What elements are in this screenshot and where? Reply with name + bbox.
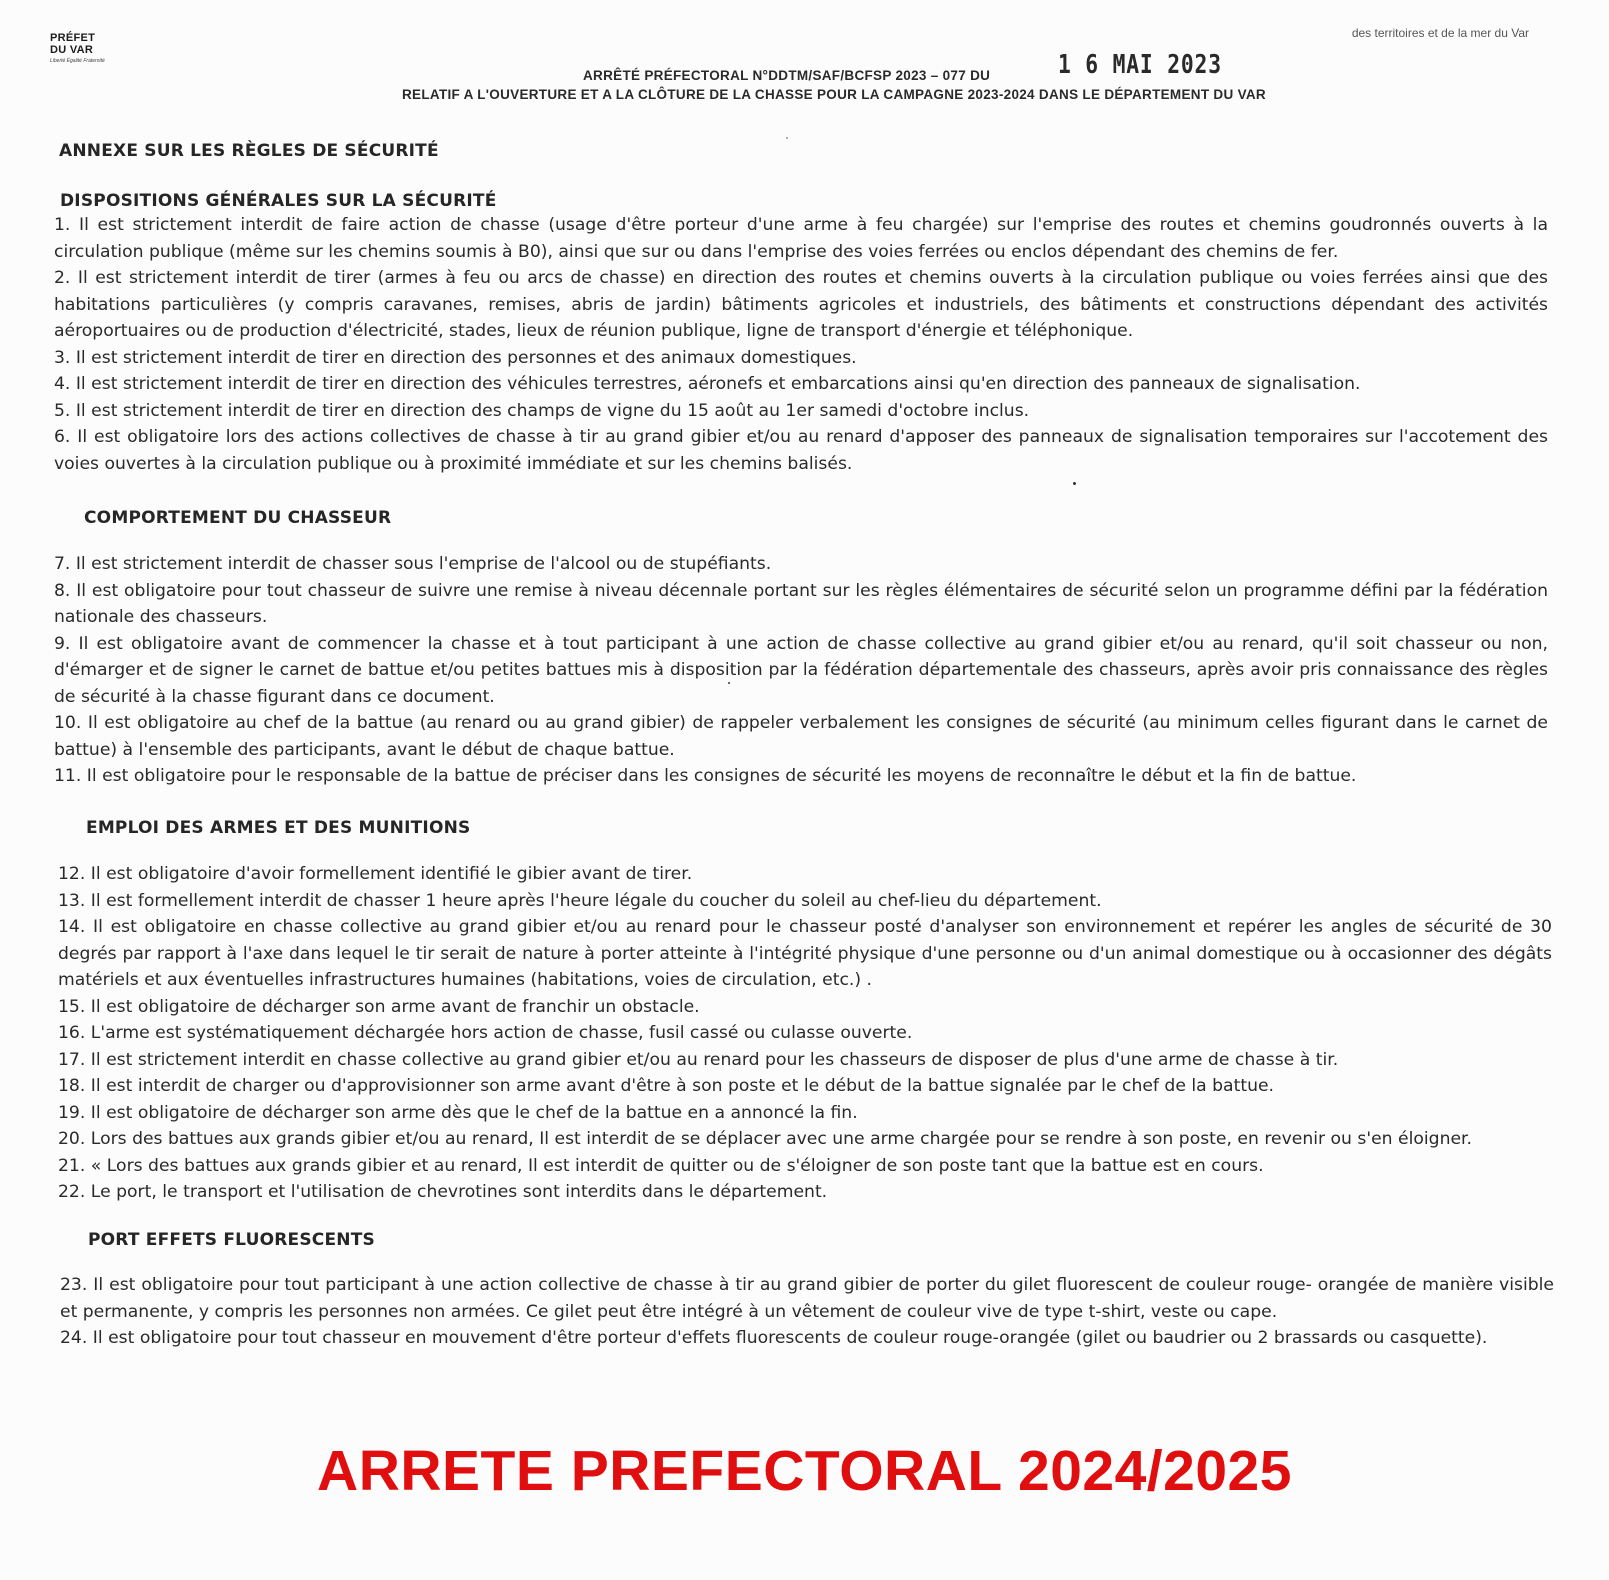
header-cropped-fragment: des territoires et de la mer du Var xyxy=(1351,26,1529,38)
list-item: 21. « Lors des battues aux grands gibier et au renard, Il est interdit de quitter ou de s'éloigner de son poste tant que la battue est en cours. xyxy=(58,1155,1264,1176)
list-item: 3. Il est strictement interdit de tirer en direction des personnes et des animaux domestiques. xyxy=(54,347,857,368)
logo-line-2: DU VAR xyxy=(50,44,94,56)
logo-line-1: PRÉFET xyxy=(50,32,96,44)
red-banner-title: ARRETE PREFECTORAL 2024/2025 xyxy=(317,1439,1292,1503)
list-item: 23. Il est obligatoire pour tout participant à une action collective de chasse à tir au grand gibier de porter du gilet fluorescent de couleur rouge- orangée de manière visible et permanente, y compris les personnes non armées. Ce gilet peut être intégré à un vêtement de couleur vive de type t-shirt, veste ou cape. xyxy=(60,1275,1554,1322)
list-item: 18. Il est interdit de charger ou d'approvisionner son arme avant d'être à son poste et le début de la battue signalée par le chef de la battue. xyxy=(58,1076,1274,1096)
list-item: 20. Lors des battues aux grands gibier et/ou au renard, Il est interdit de se déplacer avec une arme chargée pour se rendre à son poste, en revenir ou s'en éloigner. xyxy=(58,1129,1472,1149)
list-item: 19. Il est obligatoire de décharger son arme dès que le chef de la battue en a annoncé la fin. xyxy=(58,1102,858,1123)
list-item: 17. Il est strictement interdit en chasse collective au grand gibier et/ou au renard pour les chasseurs de disposer de plus d'une arme de chasse à tir. xyxy=(58,1049,1339,1070)
decree-reference: ARRÊTÉ PRÉFECTORAL N°DDTM/SAF/BCFSP 2023 – 077 DU xyxy=(583,68,991,83)
decree-subtitle: RELATIF A L'OUVERTURE ET A LA CLÔTURE DE LA CHASSE POUR LA CAMPAGNE 2023-2024 DANS LE DÉPARTEMENT DU VAR xyxy=(402,87,1266,102)
section-title-fluorescent: PORT EFFETS FLUORESCENTS xyxy=(88,1230,375,1250)
list-item: 13. Il est formellement interdit de chasser 1 heure après l'heure légale du coucher du soleil au chef-lieu du département. xyxy=(58,890,1102,911)
list-item: 6. Il est obligatoire lors des actions collectives de chasse à tir au grand gibier et/ou au renard d'apposer des panneaux de signalisation temporaires sur l'accotement des voies ouvertes à la circulation publique ou à proximité immédiate et sur les chemins balisés. xyxy=(54,427,1548,474)
list-item: 11. Il est obligatoire pour le responsable de la battue de préciser dans les consignes de sécurité les moyens de reconnaître le début et la fin de battue. xyxy=(54,766,1357,786)
section-title-weapons: EMPLOI DES ARMES ET DES MUNITIONS xyxy=(86,818,471,838)
list-item: 24. Il est obligatoire pour tout chasseur en mouvement d'être porteur d'effets fluorescents de couleur rouge-orangée (gilet ou baudrier ou 2 brassards ou casquette). xyxy=(60,1328,1488,1348)
logo-motto: Liberté Égalité Fraternité xyxy=(50,58,105,64)
scan-speck xyxy=(786,137,788,139)
list-item: 10. Il est obligatoire au chef de la battue (au renard ou au grand gibier) de rappeler verbalement les consignes de sécurité (au minimum celles figurant dans le carnet de battue) à l'ensemble des participants, avant le début de chaque battue. xyxy=(54,713,1548,760)
date-stamp: 1 6 MAI 2023 xyxy=(1058,50,1222,80)
list-item: 15. Il est obligatoire de décharger son arme avant de franchir un obstacle. xyxy=(58,996,700,1017)
prefet-logo xyxy=(50,32,120,64)
list-item: 4. Il est strictement interdit de tirer en direction des véhicules terrestres, aéronefs et embarcations ainsi qu'en direction des panneaux de signalisation. xyxy=(54,374,1361,394)
section-title-general: DISPOSITIONS GÉNÉRALES SUR LA SÉCURITÉ xyxy=(60,191,497,211)
list-item: 16. L'arme est systématiquement déchargée hors action de chasse, fusil cassé ou culasse ouverte. xyxy=(58,1023,913,1043)
list-item: 2. Il est strictement interdit de tirer (armes à feu ou arcs de chasse) en direction des routes et chemins ouverts à la circulation publique ou voies ferrées ainsi que des habitations particulières (y compris caravanes, remises, abris de jardin) bâtiments agricoles et industriels, des bâtiments et constructions dépendant des activités aéroportuaires ou de production d'électricité, stades, lieux de réunion publique, ligne de transport d'énergie et téléphonique. xyxy=(54,268,1548,341)
scan-speck xyxy=(1073,482,1076,485)
list-item: 12. Il est obligatoire d'avoir formellement identifié le gibier avant de tirer. xyxy=(58,864,693,884)
section-items-general xyxy=(54,212,1548,477)
scan-speck xyxy=(728,682,730,684)
list-item: 1. Il est strictement interdit de faire action de chasse (usage d'être porteur d'une arme à feu chargée) sur l'emprise des routes et chemins goudronnés ouverts à la circulation publique (même sur les chemins soumis à B0), ainsi que sur ou dans l'emprise des voies ferrées ou enclos dépendant des chemins de fer. xyxy=(54,215,1548,262)
list-item: 9. Il est obligatoire avant de commencer la chasse et à tout participant à une action de chasse collective au grand gibier et/ou au renard, qu'il soit chasseur ou non, d'émarger et de signer le carnet de battue et/ou petites battues mis à disposition par la fédération départementale des chasseurs, après avoir pris connaissance des règles de sécurité à la chasse figurant dans ce document. xyxy=(54,633,1548,707)
section-items-behaviour xyxy=(54,551,1548,790)
annex-title: ANNEXE SUR LES RÈGLES DE SÉCURITÉ xyxy=(59,141,439,161)
section-title-behaviour: COMPORTEMENT DU CHASSEUR xyxy=(84,508,392,528)
list-item: 8. Il est obligatoire pour tout chasseur de suivre une remise à niveau décennale portant sur les règles élémentaires de sécurité selon un programme défini par la fédération nationale des chasseurs. xyxy=(54,580,1548,627)
list-item: 22. Le port, le transport et l'utilisation de chevrotines sont interdits dans le département. xyxy=(58,1182,828,1202)
list-item: 14. Il est obligatoire en chasse collective au grand gibier et/ou au renard pour le chasseur posté d'analyser son environnement et repérer les angles de sécurité de 30 degrés par rapport à l'axe dans lequel le tir serait de nature à porter atteinte à l'intégrité physique d'une personne ou d'un animal domestique ou à occasionner des dégâts matériels et aux éventuelles infrastructures humaines (habitations, voies de circulation, etc.) . xyxy=(58,917,1552,990)
section-items-weapons xyxy=(58,861,1552,1206)
list-item: 7. Il est strictement interdit de chasser sous l'emprise de l'alcool ou de stupéfiants. xyxy=(54,554,772,574)
list-item: 5. Il est strictement interdit de tirer en direction des champs de vigne du 15 août au 1er samedi d'octobre inclus. xyxy=(54,400,1030,421)
section-items-fluorescent xyxy=(60,1272,1554,1352)
